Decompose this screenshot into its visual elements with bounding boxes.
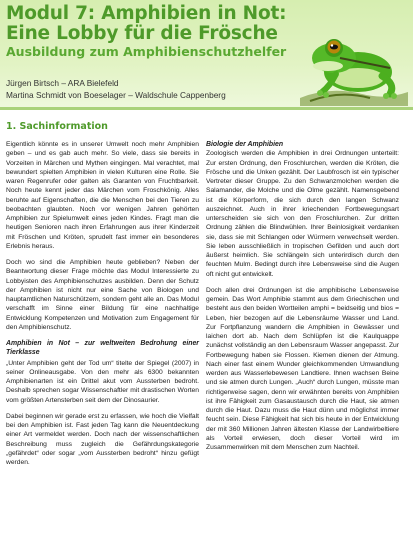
left-paragraph-3: „Unter Amphibien geht der Tod um“ titelte der Spiegel (2007) in seiner Onlineausgabe. Von den mehr als 6300 bekannten Amphibienarten ist ein Drittel akut vom Aussterben bedroht. Deshalb sprechen sogar Wissenschaftler mit drastischen Worten vom größten Artensterben seit dem der Dinosaurier. bbox=[6, 359, 199, 404]
page-subtitle: Ausbildung zum Amphibienschutzhelfer bbox=[6, 44, 287, 59]
header-divider bbox=[0, 107, 413, 110]
right-paragraph-1: Zoologisch werden die Amphibien in drei Ordnungen unterteilt: Zur ersten Ordnung, den Froschlurchen, werden die Kröten, die Frösche und die Unken gezählt. Der Laubfrosch ist ein typischer Vertreter dieser Gruppe. Zu den Schwanzmolchen werden die Salamander, die Molche und die Olme gezählt. Namensgebend ist die Körperform, die sich durch den langen Schwanz auszeichnet. Auch in ihrer kriechenden Fortbewegungsart unterscheiden sie sich von den Froschlurchen. Zur dritten Ordnung zählen die Blindwühlen. Ihrer Beinlosigkeit verdanken sie, dass sie mit Schlangen oder Würmern verwechselt werden. Sie leben ausschließlich in tropischen Gefilden und auch dort äußerst heimlich. Sie schlängeln sich unterirdisch durch den feuchten Mulm. Bedingt durch ihre Lebensweise sind die Augen oft nicht gut entwickelt. bbox=[206, 150, 399, 278]
left-subheading: Amphibien in Not – zur weltweiten Bedrohung einer Tierklasse bbox=[6, 340, 199, 357]
author-line-1: Jürgen Birtsch – ARA Bielefeld bbox=[6, 78, 119, 88]
left-paragraph-4: Dabei beginnen wir gerade erst zu erfassen, wie hoch die Vielfalt bei den Amphibien ist. Fast jeden Tag kann die Neuentdeckung einer Art vermeldet werden. Doch nach der wissenschaftlichen Beschreibung muss zugleich die Gefährdungskategorie „gefährdet“ oder sogar „vom Aussterben bedroht“ hinzu gefügt werden. bbox=[6, 412, 199, 466]
right-column bbox=[206, 140, 399, 459]
author-line-2: Martina Schmidt von Boeselager – Waldschule Cappenberg bbox=[6, 90, 226, 100]
page-title bbox=[6, 4, 306, 44]
left-paragraph-1: Eigentlich könnte es in unserer Umwelt noch mehr Amphibien geben – und es gab auch mehr. So viele, dass sie bereits in Vorzeiten in Märchen und Mythen eingingen. Mal verachtet, mal bewundert spielten Amphibien in vielen Kulturen eine Rolle. Sie waren Regenrufer oder galten als Garanten von Fruchtbarkeit. Noch heute kennt jeder das Märchen vom Froschkönig. Alles beruhte auf Eigenschaften, die die Menschen bei den Tieren zu beobachten glaubten. Noch vor wenigen Jahren gehörten Amphibien zur Spielumwelt eines jeden Kindes. Fragt man die heutigen Senioren nach ihren Erfahrungen aus ihrer Kinderzeit mit Fröschen und Kröten, sprudelt fast immer ein besonderes Erlebnis heraus. bbox=[6, 141, 199, 250]
title-line-1: Modul 7: Amphibien in Not: bbox=[6, 3, 287, 24]
left-column bbox=[6, 140, 199, 474]
tree-frog-illustration bbox=[300, 6, 408, 106]
left-paragraph-2: Doch wo sind die Amphibien heute geblieben? Neben der Beantwortung dieser Frage möchte das Modul Interessierte zu Lobbyisten des Amphibienschutzes ausbilden. Denn der Schutz der Amphibien ist nicht nur eine Sache von Biologen und hauptamtlichen Naturschützern, sondern geht alle an. Das Modul verschafft im Sinne einer Bildung für eine nachhaltige Entwicklung Kompetenzen und Motivation zum Engagement für den Amphibienschutz. bbox=[6, 259, 199, 331]
section-heading: 1. Sachinformation bbox=[6, 121, 108, 132]
title-line-2: Eine Lobby für die Frösche bbox=[6, 23, 278, 44]
right-subheading: Biologie der Amphibien bbox=[206, 141, 284, 148]
right-paragraph-2: Doch allen drei Ordnungen ist die amphibische Lebensweise gemein. Das Wort Amphibie stammt aus dem Griechischen und besteht aus den beiden Wortteilen amphi = beidseitig und bios = Leben, hier bezogen auf die Lebensräume Wasser und Land. Zur Fortpflanzung wandern die Amphibien in Gewässer und laichen dort ab. Nach dem Schlüpfen ist die Kaulquappe zunächst vollständig an den Lebensraum Wasser angepasst. Zur Fortbewegung haben sie Flossen. Kiemen dienen der Atmung. Nach einer fast einem Wunder gleichkommenden Umwandlung werden aus Wasserlebewesen Landtiere. Ihnen wachsen Beine und sie atmen durch Lungen. „Auch“ durch Lungen, müsste man richtigerweise sagen, denn wir erwähnten bereits von Amphibien ist ihre Fähigkeit zum Gasaustausch durch die Haut, sie atmen durch die Haut. Dazu muss die Haut dünn und möglichst immer feucht sein. Diese Fähigkeit hat sich bis heute in der Entwicklung der mit 360 Millionen Jahren ältesten Klasse der Landwirbeltiere als Vorteil erwiesen, doch dieser Vorteil wird im Zusammenwirken mit dem Menschen zum Nachteil. bbox=[206, 286, 399, 451]
